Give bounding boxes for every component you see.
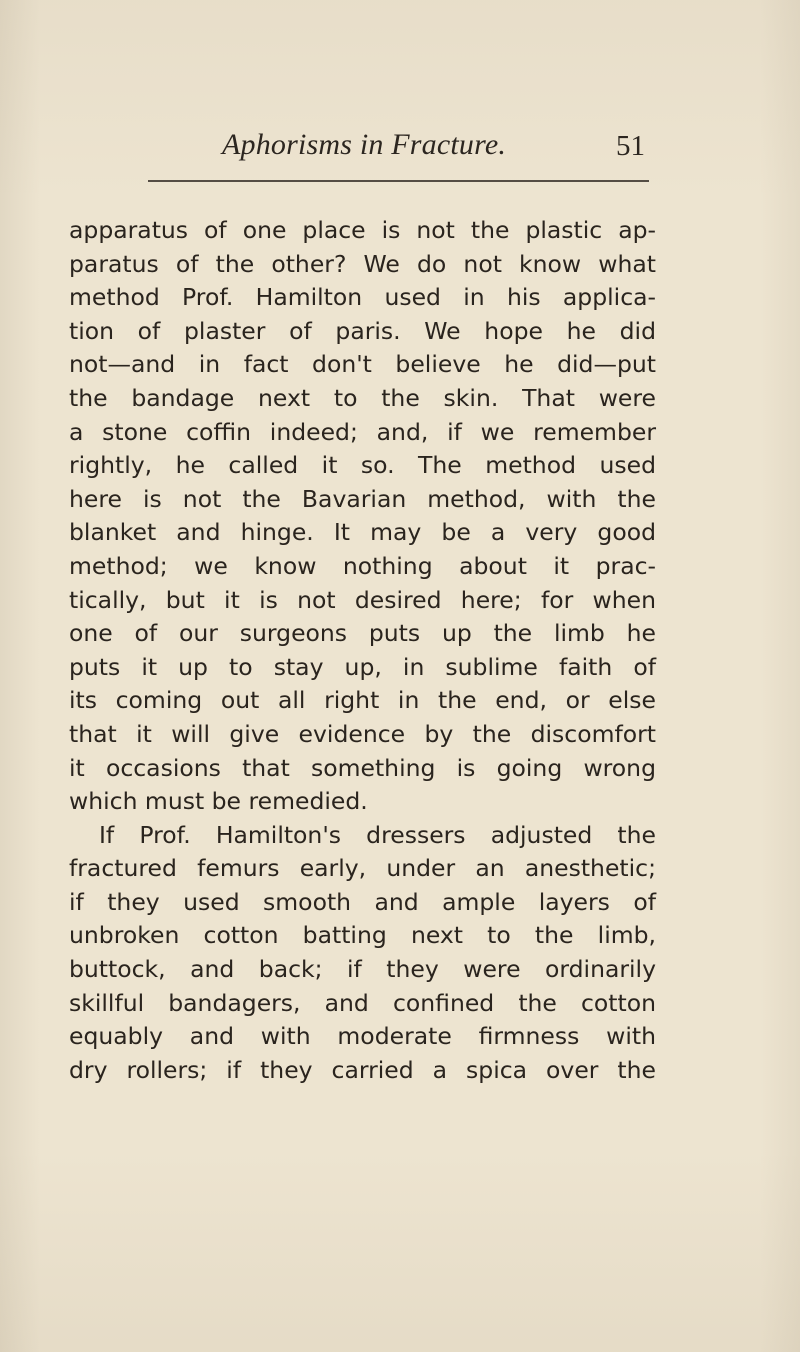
text-line: method; we know nothing about it prac- [69,551,656,580]
text-line: tion of plaster of paris. We hope he did [69,316,656,345]
text-line: a stone coffin indeed; and, if we remember [69,417,656,446]
text-line: blanket and hinge. It may be a very good [69,518,656,547]
text-line: equably and with moderate firmness with [69,1022,656,1051]
text-line: it occasions that something is going wrong [69,753,656,782]
text-line: its coming out all right in the end, or else [69,686,656,715]
page-header [0,118,800,168]
text-line: one of our surgeons puts up the limb he [69,619,656,648]
page-number: 51 [616,130,645,162]
text-line: the bandage next to the skin. That were [69,383,656,412]
text-line: paratus of the other? We do not know what [69,249,656,278]
text-line: method Prof. Hamilton used in his applica- [69,283,656,312]
text-line: which must be remedied. [69,787,368,816]
text-line: here is not the Bavarian method, with the [69,484,656,513]
text-line: if they used smooth and ample layers of [69,887,656,916]
text-line: buttock, and back; if they were ordinarily [69,955,656,984]
text-line: not—and in fact don't believe he did—put [69,350,656,379]
running-title: Aphorisms in Fracture. [222,128,507,161]
text-line: dry rollers; if they carried a spica over the [69,1055,656,1084]
text-line: rightly, he called it so. The method used [69,451,656,480]
text-line: that it will give evidence by the discomfort [69,719,656,748]
text-line: puts it up to stay up, in sublime faith of [69,652,656,681]
text-line: apparatus of one place is not the plastic ap- [69,216,656,244]
text-line: fractured femurs early, under an anesthetic; [69,854,656,883]
text-line: skillful bandagers, and confined the cotton [69,988,656,1017]
header-rule [148,180,649,182]
text-line: unbroken cotton batting next to the limb, [69,921,656,950]
text-line: If Prof. Hamilton's dressers adjusted the [99,820,656,849]
text-line: tically, but it is not desired here; for when [69,585,656,614]
body-text [69,214,656,1087]
